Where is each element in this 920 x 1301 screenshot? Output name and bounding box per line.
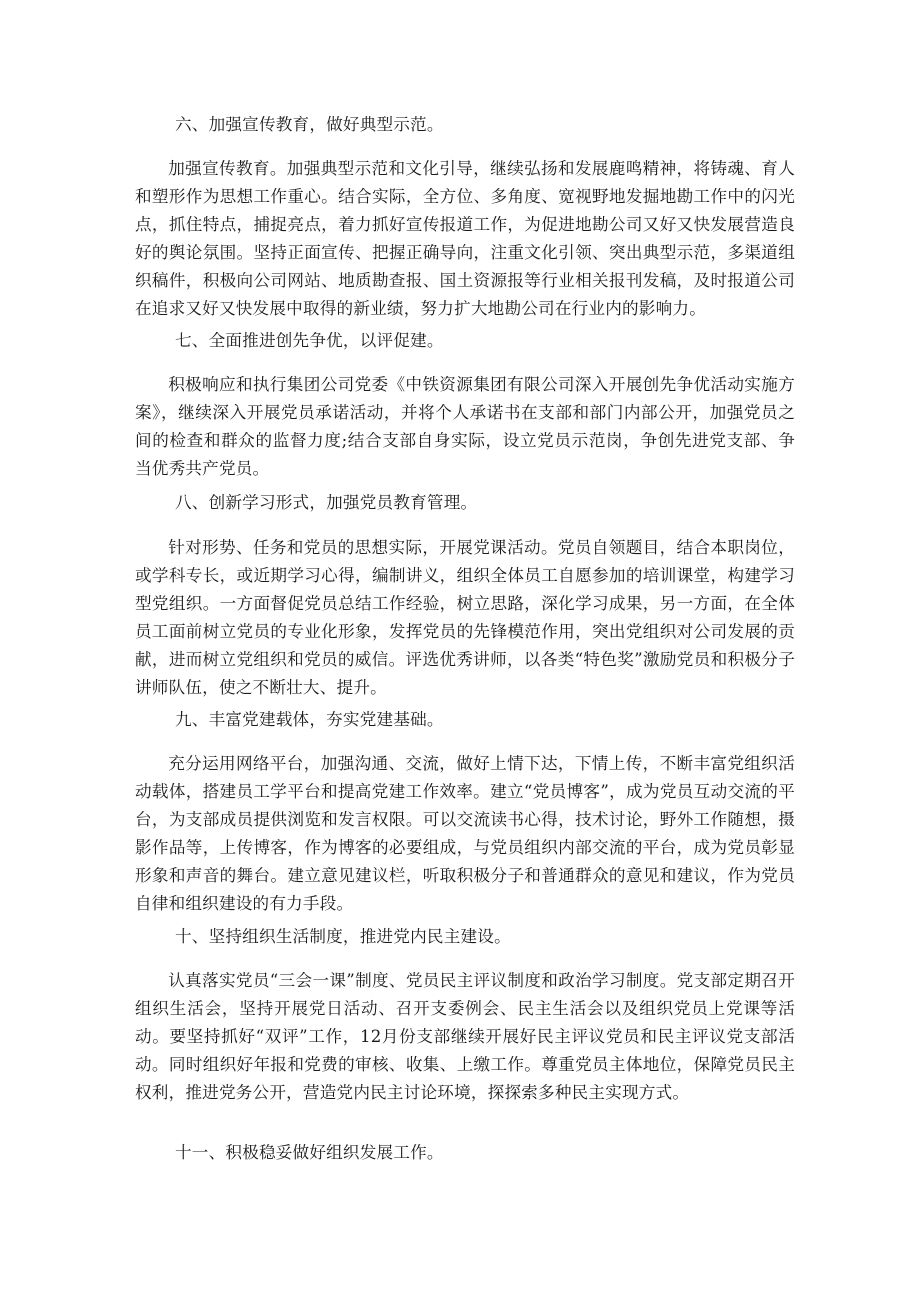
section-11-heading: 十一、积极稳妥做好组织发展工作。 (175, 1143, 444, 1162)
section-6-body: 加强宣传教育。加强典型示范和文化引导，继续弘扬和发展鹿鸣精神，将铸魂、育人和塑形作为思想工作重心。结合实际，全方位、多角度、宽视野地发掘地勘工作中的闪光点，抓住特点，捕捉亮点，着力抓好宣传报道工作，为促进地勘公司又好又快发展营造良好的舆论氛围。坚持正面宣传、把握正确导向，注重文化引领、突出典型示范，多渠道组织稿件，积极向公司网站、地质勘查报、国土资源报等行业相关报刊发稿，及时报道公司在追求又好又快发展中取得的新业绩，努力扩大地勘公司在行业内的影响力。 (135, 159, 795, 318)
section-9-heading: 九、丰富党建载体，夯实党建基础。 (175, 710, 444, 729)
section-7-heading: 七、全面推进创先争优，以评促建。 (175, 331, 444, 350)
section-7-body: 积极响应和执行集团公司党委《中铁资源集团有限公司深入开展创先争优活动实施方案》，继续深入开展党员承诺活动，并将个人承诺书在支部和部门内部公开，加强党员之间的检查和群众的监督力度;结合支部自身实际，设立党员示范岗，争创先进党支部、争当优秀共产党员。 (135, 375, 795, 478)
section-8-heading: 八、创新学习形式，加强党员教育管理。 (175, 493, 478, 512)
section-10-body: 认真落实党员“三会一课”制度、党员民主评议制度和政治学习制度。党支部定期召开组织生活会，坚持开展党日活动、召开支委例会、民主生活会以及组织党员上党课等活动。要坚持抓好“双评”工作，12月份支部继续开展好民主评议党员和民主评议党支部活动。同时组织好年报和党费的审核、收集、上缴工作。尊重党员主体地位，保障党员民主权利，推进党务公开，营造党内民主讨论环境，探探索多种民主实现方式。 (135, 971, 795, 1102)
section-8-body: 针对形势、任务和党员的思想实际，开展党课活动。党员自领题目，结合本职岗位，或学科专长，或近期学习心得，编制讲义，组织全体员工自愿参加的培训课堂，构建学习型党组织。一方面督促党员总结工作经验，树立思路，深化学习成果，另一方面，在全体员工面前树立党员的专业化形象，发挥党员的先锋模范作用，突出党组织对公司发展的贡献，进而树立党组织和党员的威信。评选优秀讲师，以各类“特色奖”激励党员和积极分子讲师队伍，使之不断壮大、提升。 (135, 538, 795, 697)
section-10-heading: 十、坚持组织生活制度，推进党内民主建设。 (175, 927, 511, 946)
section-9-body: 充分运用网络平台，加强沟通、交流，做好上情下达，下情上传，不断丰富党组织活动载体，搭建员工学平台和提高党建工作效率。建立“党员博客”，成为党员互动交流的平台，为支部成员提供浏览和发言权限。可以交流读书心得，技术讨论，野外工作随想，摄影作品等，上传博客，作为博客的必要组成，与党员组织内部交流的平台，成为党员彰显形象和声音的舞台。建立意见建议栏，听取积极分子和普通群众的意见和建议，作为党员自律和组织建设的有力手段。 (135, 754, 795, 913)
section-6-heading: 六、加强宣传教育，做好典型示范。 (175, 115, 444, 134)
